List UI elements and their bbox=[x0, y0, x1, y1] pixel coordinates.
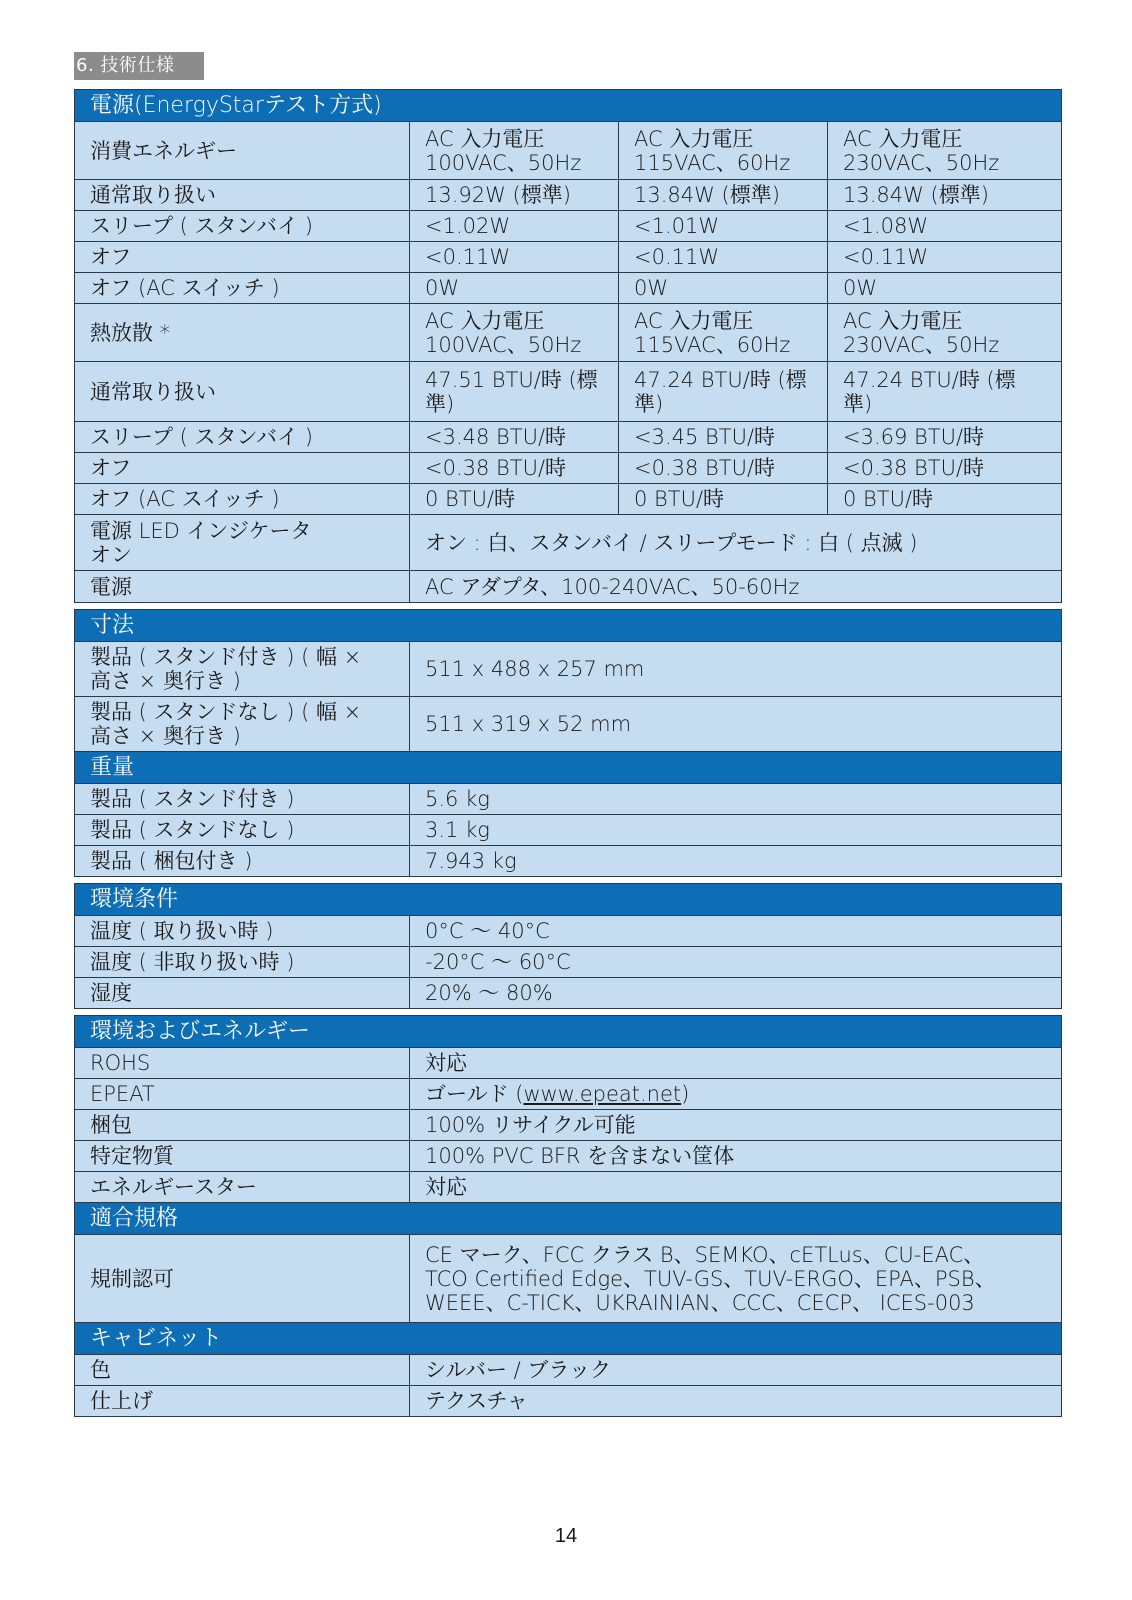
row-value: <1.02W bbox=[410, 211, 619, 242]
table-row bbox=[75, 846, 1062, 877]
row-value: <1.08W bbox=[828, 211, 1062, 242]
row-value: 7.943 kg bbox=[410, 846, 1062, 877]
compliance-header: 適合規格 bbox=[75, 1203, 1062, 1235]
table-row bbox=[75, 1079, 1062, 1110]
row-label: 製品 ( スタンドなし ) bbox=[75, 815, 410, 846]
row-value: <0.11W bbox=[828, 242, 1062, 273]
power-table bbox=[74, 89, 1062, 603]
row-value: 0 BTU/時 bbox=[410, 484, 619, 515]
row-label: 電源 bbox=[75, 571, 410, 603]
row-label: 温度 ( 非取り扱い時 ) bbox=[75, 947, 410, 978]
table-row bbox=[75, 273, 1062, 304]
table-row bbox=[75, 484, 1062, 515]
row-label: 通常取り扱い bbox=[75, 180, 410, 211]
row-value: 100% リサイクル可能 bbox=[410, 1110, 1062, 1141]
row-label: 規制認可 bbox=[75, 1235, 410, 1323]
row-value: 0W bbox=[410, 273, 619, 304]
table-row bbox=[75, 642, 1062, 697]
row-value: 20% ～ 80% bbox=[410, 978, 1062, 1009]
table-row bbox=[75, 916, 1062, 947]
table-row bbox=[75, 1172, 1062, 1203]
row-value: <0.11W bbox=[410, 242, 619, 273]
row-value: 100% PVC BFR を含まない筐体 bbox=[410, 1141, 1062, 1172]
table-row bbox=[75, 422, 1062, 453]
row-label: スリープ ( スタンバイ ) bbox=[75, 211, 410, 242]
row-value: ゴールド (www.epeat.net) bbox=[410, 1079, 1062, 1110]
heat-col-2: AC 入力電圧 115VAC、60Hz bbox=[619, 304, 828, 362]
row-value: <0.38 BTU/時 bbox=[828, 453, 1062, 484]
table-row bbox=[75, 1235, 1062, 1323]
row-value: 0°C ～ 40°C bbox=[410, 916, 1062, 947]
row-value: <3.45 BTU/時 bbox=[619, 422, 828, 453]
row-value: <0.38 BTU/時 bbox=[410, 453, 619, 484]
row-value: 511 x 319 x 52 mm bbox=[410, 697, 1062, 752]
row-value: 0W bbox=[828, 273, 1062, 304]
table-row bbox=[75, 180, 1062, 211]
voltage-col-3: AC 入力電圧 230VAC、50Hz bbox=[828, 122, 1062, 180]
row-label: EPEAT bbox=[75, 1079, 410, 1110]
row-label: 通常取り扱い bbox=[75, 362, 410, 422]
table-row bbox=[75, 697, 1062, 752]
row-value: AC アダプタ、100-240VAC、50-60Hz bbox=[410, 571, 1062, 603]
row-label: オフ bbox=[75, 242, 410, 273]
eco-table bbox=[74, 1015, 1062, 1417]
table-row bbox=[75, 515, 1062, 571]
row-label: 梱包 bbox=[75, 1110, 410, 1141]
dimensions-table bbox=[74, 609, 1062, 877]
row-value: <3.69 BTU/時 bbox=[828, 422, 1062, 453]
row-label: 色 bbox=[75, 1355, 410, 1386]
row-value: 0 BTU/時 bbox=[619, 484, 828, 515]
row-value: 47.24 BTU/時 (標 準) bbox=[619, 362, 828, 422]
compliance-value: CE マーク、FCC クラス B、SEMKO、cETLus、CU-EAC、 TCO Certified Edge、TUV-GS、TUV-ERGO、EPA、PSB、 WEEE、C-TICK、UKRAINIAN、CCC、CECP、 ICES-003 bbox=[410, 1235, 1062, 1323]
row-label: オフ (AC スイッチ ) bbox=[75, 484, 410, 515]
table-row bbox=[75, 211, 1062, 242]
row-value: -20°C ～ 60°C bbox=[410, 947, 1062, 978]
row-value: 対応 bbox=[410, 1172, 1062, 1203]
led-value: オン : 白、スタンバイ / スリープモード : 白 ( 点滅 ) bbox=[410, 515, 1062, 571]
table-row bbox=[75, 242, 1062, 273]
row-label: スリープ ( スタンバイ ) bbox=[75, 422, 410, 453]
table-row bbox=[75, 947, 1062, 978]
voltage-col-2: AC 入力電圧 115VAC、60Hz bbox=[619, 122, 828, 180]
row-value: 511 x 488 x 257 mm bbox=[410, 642, 1062, 697]
table-row bbox=[75, 571, 1062, 603]
row-value: <0.38 BTU/時 bbox=[619, 453, 828, 484]
row-value: 13.84W (標準) bbox=[828, 180, 1062, 211]
row-label: ROHS bbox=[75, 1048, 410, 1079]
spec-tables bbox=[74, 89, 1061, 1417]
eco-header: 環境およびエネルギー bbox=[75, 1016, 1062, 1048]
row-label: 製品 ( 梱包付き ) bbox=[75, 846, 410, 877]
section-tab: 6. 技術仕様 bbox=[74, 52, 204, 80]
row-label: 湿度 bbox=[75, 978, 410, 1009]
table-row bbox=[75, 1386, 1062, 1417]
heat-col-3: AC 入力電圧 230VAC、50Hz bbox=[828, 304, 1062, 362]
row-label: エネルギースター bbox=[75, 1172, 410, 1203]
table-row bbox=[75, 1355, 1062, 1386]
table-row bbox=[75, 815, 1062, 846]
table-row bbox=[75, 784, 1062, 815]
row-label: 温度 ( 取り扱い時 ) bbox=[75, 916, 410, 947]
row-label: 仕上げ bbox=[75, 1386, 410, 1417]
voltage-col-1: AC 入力電圧 100VAC、50Hz bbox=[410, 122, 619, 180]
row-label: 特定物質 bbox=[75, 1141, 410, 1172]
table-row bbox=[75, 1048, 1062, 1079]
row-label: 製品 ( スタンド付き ) bbox=[75, 784, 410, 815]
row-value: 13.84W (標準) bbox=[619, 180, 828, 211]
dimensions-header: 寸法 bbox=[75, 610, 1062, 642]
consumption-label: 消費エネルギー bbox=[75, 122, 410, 180]
row-value: テクスチャ bbox=[410, 1386, 1062, 1417]
table-row bbox=[75, 453, 1062, 484]
row-value: 47.24 BTU/時 (標 準) bbox=[828, 362, 1062, 422]
row-value: 0 BTU/時 bbox=[828, 484, 1062, 515]
row-value: 47.51 BTU/時 (標 準) bbox=[410, 362, 619, 422]
row-value: 5.6 kg bbox=[410, 784, 1062, 815]
power-header: 電源(EnergyStarテスト方式) bbox=[75, 90, 1062, 122]
page-number: 14 bbox=[554, 1525, 578, 1547]
table-row bbox=[75, 362, 1062, 422]
led-label: 電源 LED インジケータ オン bbox=[75, 515, 410, 571]
weight-header: 重量 bbox=[75, 752, 1062, 784]
row-value: 対応 bbox=[410, 1048, 1062, 1079]
table-row bbox=[75, 1141, 1062, 1172]
cabinet-header: キャビネット bbox=[75, 1323, 1062, 1355]
heat-col-1: AC 入力電圧 100VAC、50Hz bbox=[410, 304, 619, 362]
row-value: シルバー / ブラック bbox=[410, 1355, 1062, 1386]
heat-label: 熱放散 * bbox=[75, 304, 410, 362]
row-label: オフ (AC スイッチ ) bbox=[75, 273, 410, 304]
environment-header: 環境条件 bbox=[75, 884, 1062, 916]
row-value: <1.01W bbox=[619, 211, 828, 242]
row-label: 製品 ( スタンドなし ) ( 幅 × 高さ × 奥行き ) bbox=[75, 697, 410, 752]
row-value: <3.48 BTU/時 bbox=[410, 422, 619, 453]
row-label: 製品 ( スタンド付き ) ( 幅 × 高さ × 奥行き ) bbox=[75, 642, 410, 697]
row-value: 3.1 kg bbox=[410, 815, 1062, 846]
row-value: 13.92W (標準) bbox=[410, 180, 619, 211]
epeat-link[interactable]: www.epeat.net bbox=[523, 1082, 682, 1106]
table-row bbox=[75, 978, 1062, 1009]
row-value: <0.11W bbox=[619, 242, 828, 273]
row-label: オフ bbox=[75, 453, 410, 484]
row-value: 0W bbox=[619, 273, 828, 304]
table-row bbox=[75, 1110, 1062, 1141]
environment-table bbox=[74, 883, 1062, 1009]
